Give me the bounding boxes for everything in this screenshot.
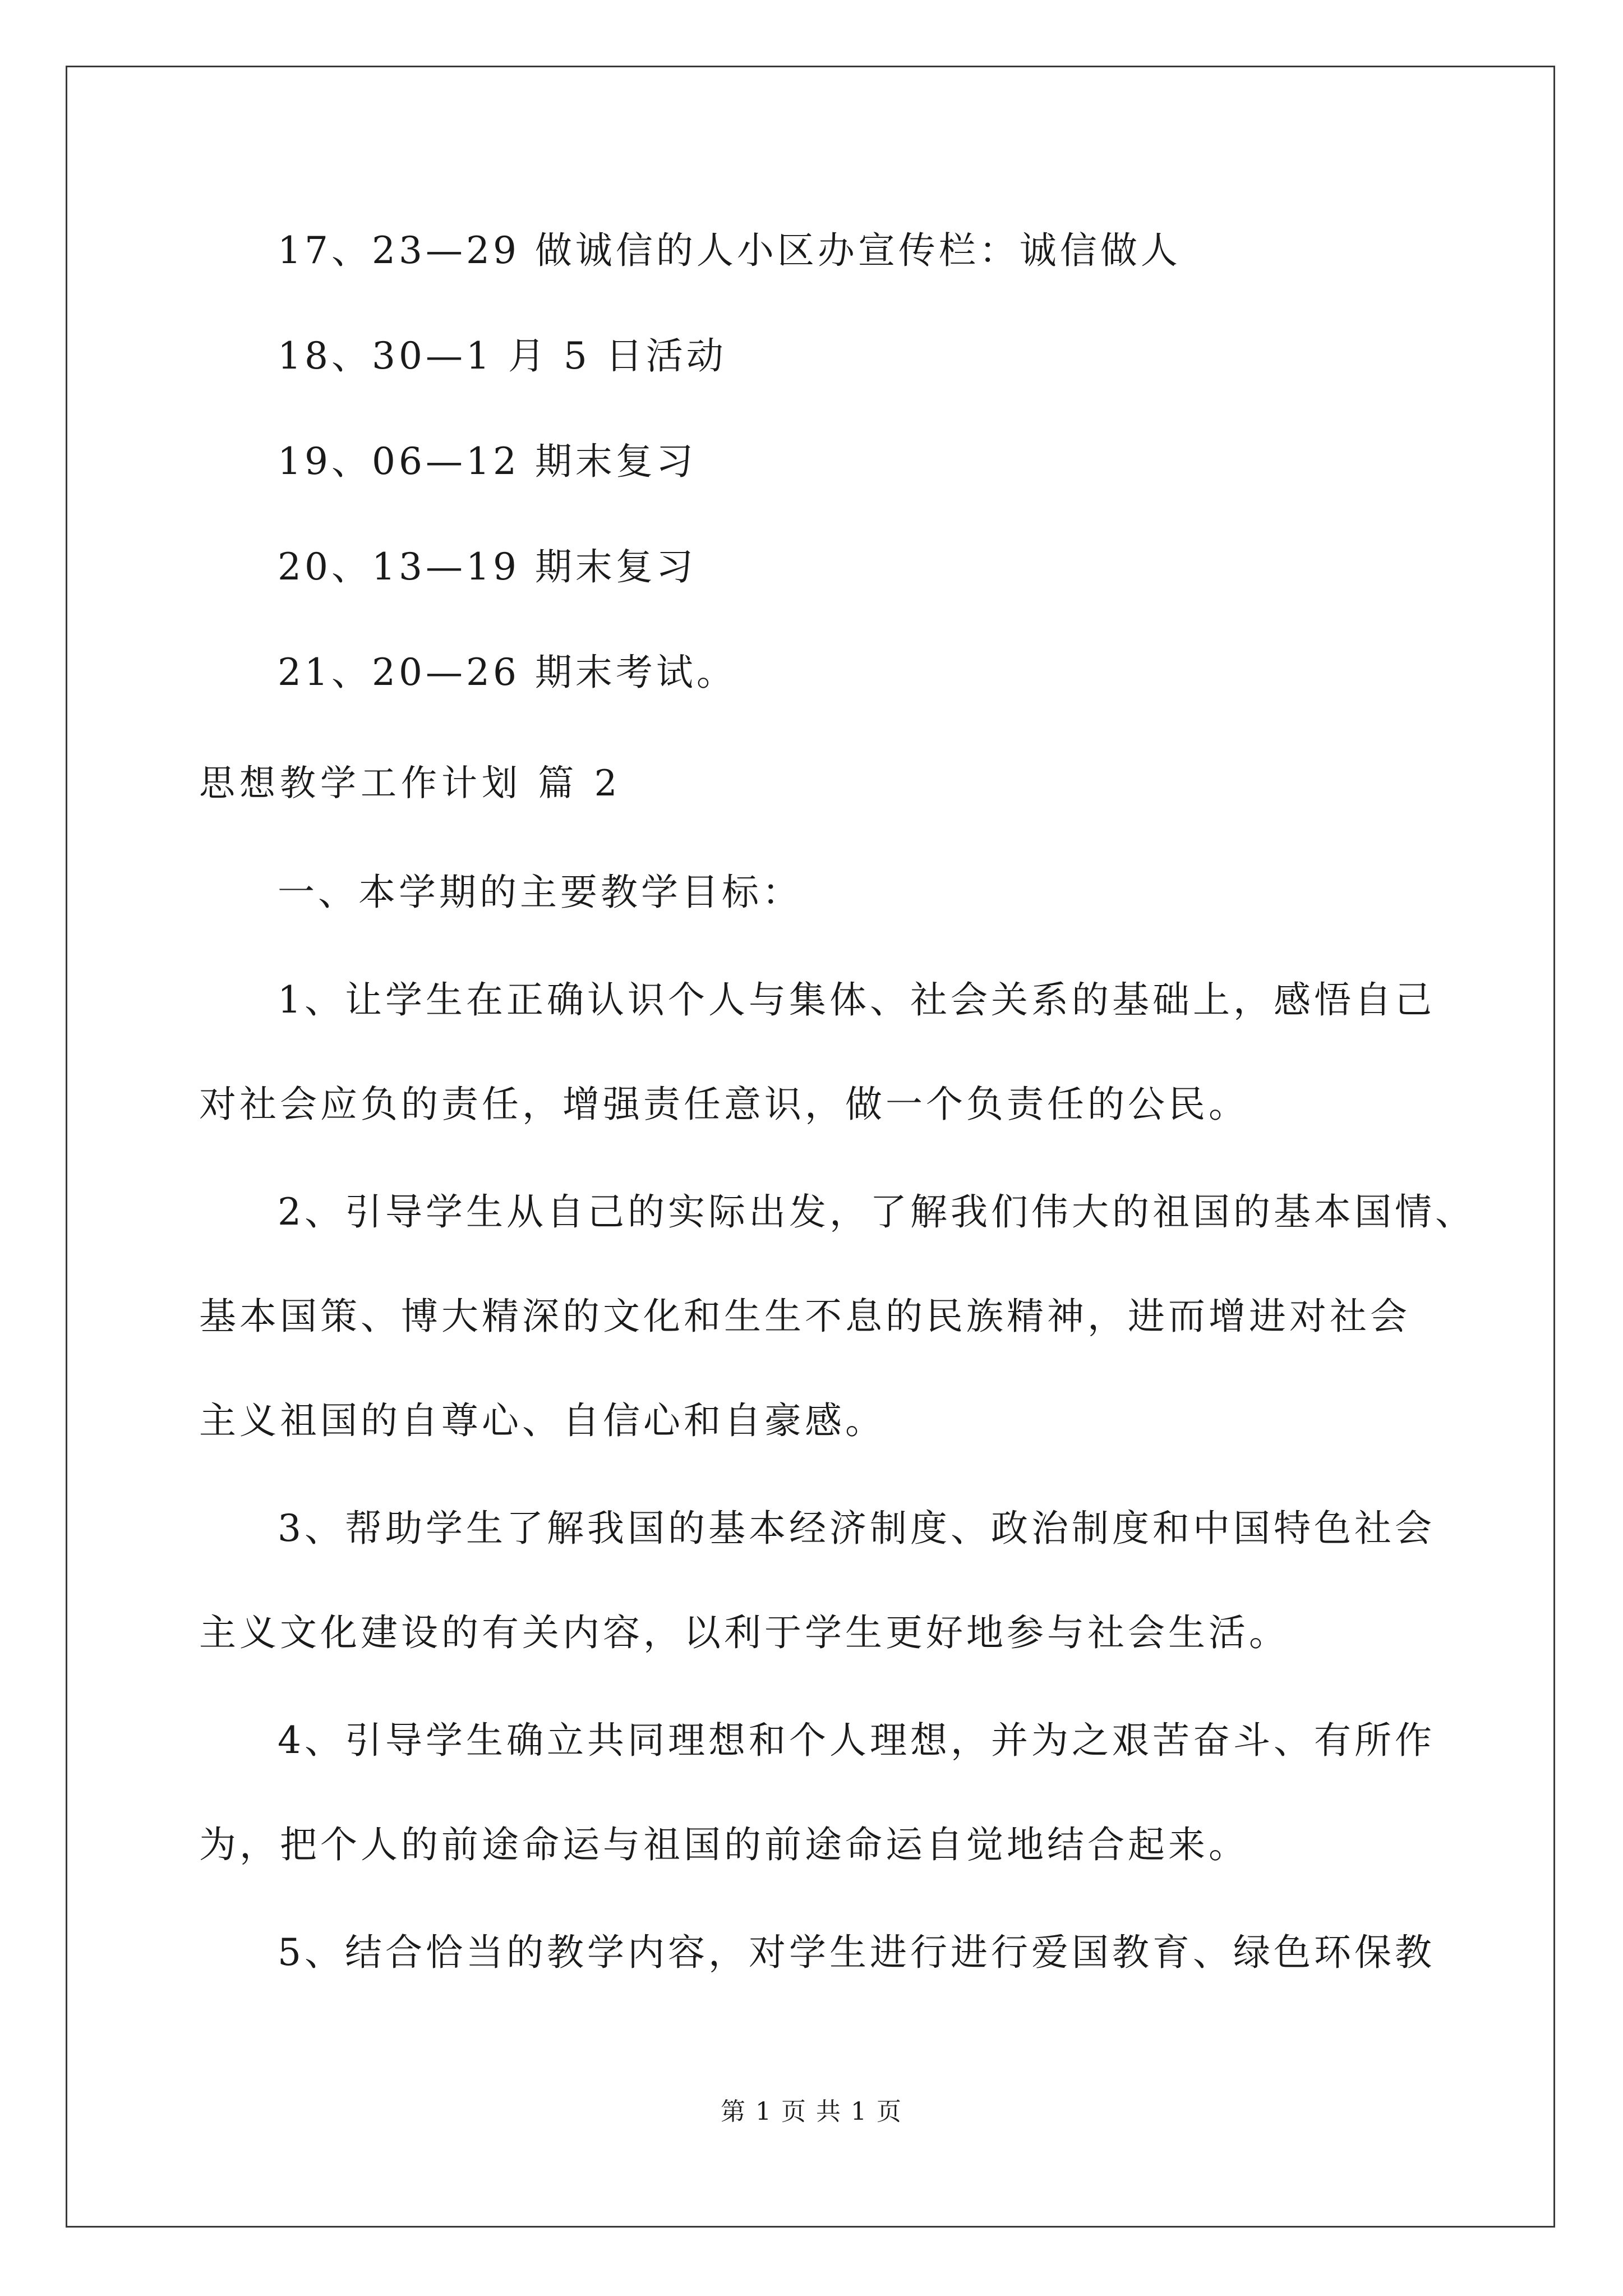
schedule-item-19: 19、06—12 期末复习: [278, 440, 697, 483]
goal-3-line-1: 3、帮助学生了解我国的基本经济制度、政治制度和中国特色社会: [278, 1507, 1435, 1550]
schedule-item-18: 18、30—1 月 5 日活动: [278, 334, 727, 378]
goal-2-line-1: 2、引导学生从自己的实际出发，了解我们伟大的祖国的基本国情、: [278, 1190, 1476, 1234]
section-title: 思想教学工作计划 篇 2: [199, 763, 622, 804]
goal-2-line-2: 基本国策、博大精深的文化和生生不息的民族精神，进而增进对社会: [199, 1295, 1410, 1338]
goal-1-line-2: 对社会应负的责任，增强责任意识，做一个负责任的公民。: [199, 1083, 1249, 1126]
goal-2-line-3: 主义祖国的自尊心、自信心和自豪感。: [199, 1399, 886, 1442]
goal-4-line-1: 4、引导学生确立共同理想和个人理想，并为之艰苦奋斗、有所作: [278, 1719, 1435, 1762]
schedule-item-20: 20、13—19 期末复习: [278, 545, 697, 588]
page-footer: 第 1 页 共 1 页: [721, 2097, 902, 2126]
schedule-item-17: 17、23—29 做诚信的人小区办宣传栏：诚信做人: [278, 229, 1181, 272]
page-border: [66, 66, 1555, 2228]
goal-1-line-1: 1、让学生在正确认识个人与集体、社会关系的基础上，感悟自己: [278, 978, 1435, 1022]
goal-4-line-2: 为，把个人的前途命运与祖国的前途命运自觉地结合起来。: [199, 1823, 1249, 1866]
goal-5-line-1: 5、结合恰当的教学内容，对学生进行进行爱国教育、绿色环保教: [278, 1931, 1435, 1974]
goals-heading: 一、本学期的主要教学目标：: [278, 871, 803, 914]
schedule-item-21: 21、20—26 期末考试。: [278, 651, 737, 694]
goal-3-line-2: 主义文化建设的有关内容，以利于学生更好地参与社会生活。: [199, 1611, 1289, 1654]
